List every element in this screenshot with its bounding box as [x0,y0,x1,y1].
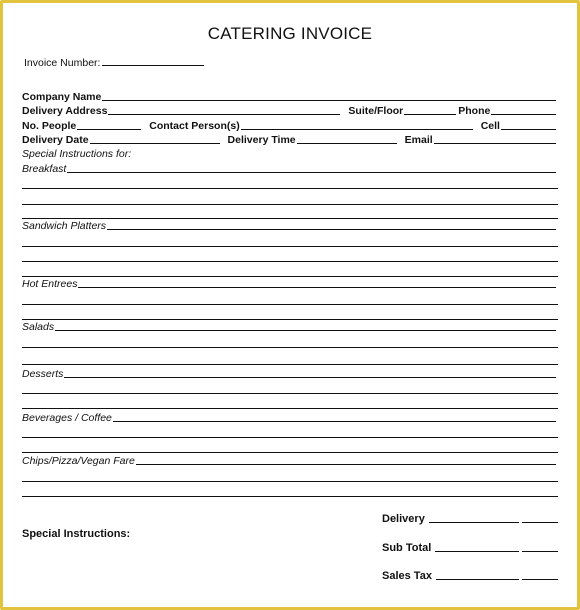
contact-persons-blank[interactable] [241,120,473,130]
blank-line[interactable] [22,204,558,205]
blank-line[interactable] [22,276,558,277]
sub-total-cents-blank[interactable] [522,542,558,552]
section-label: Breakfast [22,163,67,175]
delivery-address-row [22,105,558,117]
section-chips-pizza-vegan [22,455,558,467]
special-instructions-label: Special Instructions: [22,528,131,540]
sub-total-blank[interactable] [435,542,519,552]
delivery-total-row [382,513,558,525]
section-blank[interactable] [107,220,556,230]
section-blank[interactable] [64,368,556,378]
delivery-time-label: Delivery Time [227,134,296,146]
sales-tax-cents-blank[interactable] [522,570,558,580]
email-blank[interactable] [434,134,556,144]
section-sandwich-platters [22,220,558,232]
company-name-blank[interactable] [102,91,556,101]
section-blank[interactable] [67,163,556,173]
invoice-number-label: Invoice Number: [24,57,101,69]
blank-line[interactable] [22,496,558,497]
section-label: Sandwich Platters [22,220,107,232]
sales-tax-row [382,570,558,582]
delivery-total-cents-blank[interactable] [522,513,558,523]
phone-blank[interactable] [491,105,556,115]
blank-line[interactable] [22,319,558,320]
section-label: Salads [22,321,55,333]
cell-blank[interactable] [501,120,556,130]
blank-line[interactable] [22,246,558,247]
section-label: Desserts [22,368,64,380]
sales-tax-blank[interactable] [436,570,519,580]
invoice-title: CATERING INVOICE [207,24,373,43]
suite-floor-label: Suite/Floor [348,105,404,117]
delivery-total-label: Delivery [382,513,425,525]
section-label: Hot Entrees [22,278,78,290]
section-blank[interactable] [78,278,556,288]
invoice-number-blank[interactable] [102,54,204,66]
cell-label: Cell [480,120,500,132]
contact-persons-label: Contact Person(s) [149,120,240,132]
blank-line[interactable] [22,304,558,305]
no-people-row [22,120,558,132]
section-salads [22,321,558,333]
section-beverages-coffee [22,412,558,424]
blank-line[interactable] [22,188,558,189]
section-desserts [22,368,558,380]
sub-total-row [382,542,558,554]
section-label: Chips/Pizza/Vegan Fare [22,455,135,467]
invoice-number-field [24,54,204,69]
section-blank[interactable] [55,321,556,331]
suite-floor-blank[interactable] [404,105,456,115]
sub-total-label: Sub Total [382,542,432,554]
blank-line[interactable] [22,481,558,482]
special-instructions-for-row [22,148,558,160]
company-name-row [22,91,558,103]
delivery-address-blank[interactable] [108,105,340,115]
blank-line[interactable] [22,437,558,438]
email-label: Email [404,134,433,146]
blank-line[interactable] [22,261,558,262]
delivery-time-blank[interactable] [297,134,397,144]
delivery-total-blank[interactable] [429,513,519,523]
delivery-date-label: Delivery Date [22,134,89,146]
section-hot-entrees [22,278,558,290]
section-label: Beverages / Coffee [22,412,112,424]
company-name-label: Company Name [22,91,102,103]
delivery-date-blank[interactable] [90,134,220,144]
special-instructions-for-label: Special Instructions for: [22,148,132,160]
blank-line[interactable] [22,408,558,409]
section-blank[interactable] [136,455,556,465]
blank-line[interactable] [22,393,558,394]
blank-line[interactable] [22,218,558,219]
no-people-blank[interactable] [77,120,141,130]
sales-tax-label: Sales Tax [382,570,432,582]
blank-line[interactable] [22,347,558,348]
delivery-address-label: Delivery Address [22,105,108,117]
no-people-label: No. People [22,120,77,132]
section-blank[interactable] [113,412,556,422]
blank-line[interactable] [22,452,558,453]
section-breakfast [22,163,558,175]
delivery-date-row [22,134,558,146]
blank-line[interactable] [22,364,558,365]
phone-label: Phone [458,105,491,117]
